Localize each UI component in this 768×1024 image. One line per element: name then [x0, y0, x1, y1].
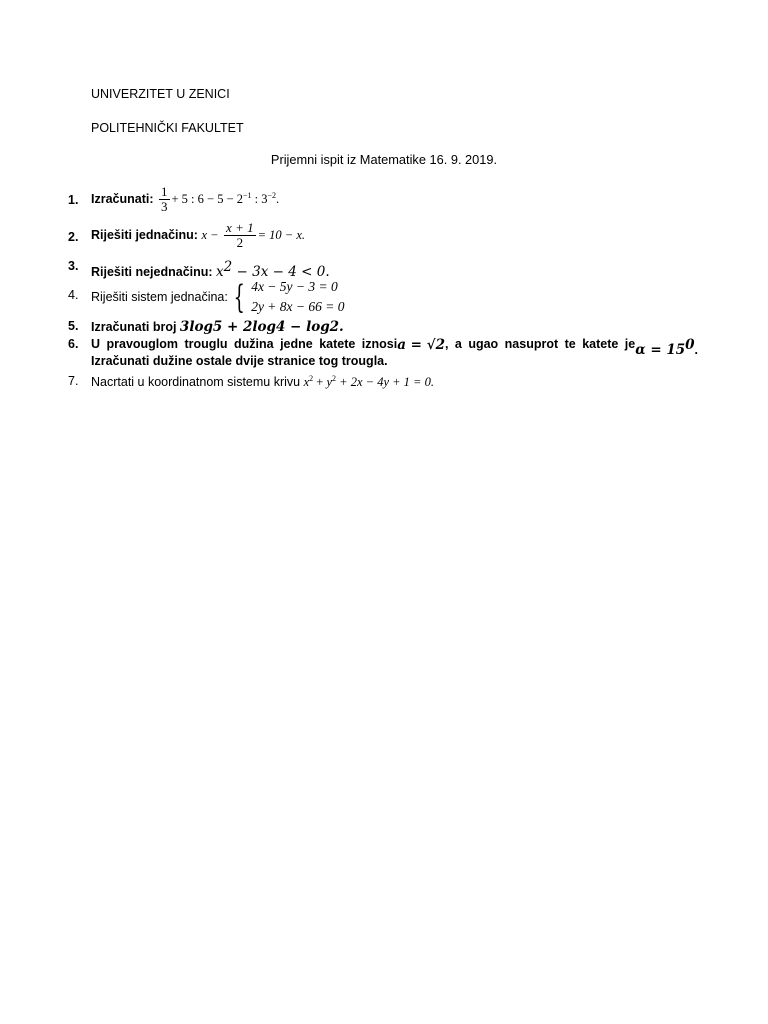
fraction-numerator: 1: [161, 184, 168, 199]
fraction: [224, 221, 256, 251]
equation-system: [251, 277, 344, 318]
expression-rest: + 2x − 4y + 1 = 0.: [336, 375, 434, 390]
exponent: 0: [685, 337, 695, 353]
task-number: 3.: [68, 259, 79, 273]
expression-rest: − 3x − 4 < 0.: [232, 264, 330, 281]
task-number: 1.: [68, 193, 79, 207]
task-text: [91, 374, 434, 390]
expression-mid: : 3: [251, 192, 268, 207]
line-end: .: [694, 343, 699, 358]
expression-before: x −: [201, 228, 219, 243]
task-text-line-2: Izračunati dužine ostale dvije stranice tog trougla.: [91, 354, 388, 368]
expression-a: a = √2: [397, 337, 445, 353]
exam-title: Prijemni ispit iz Matematike 16. 9. 2019.: [270, 152, 498, 167]
expression: + 5 : 6 − 5 − 2: [171, 192, 243, 207]
expression: 3log5 + 2log4 − log2.: [179, 319, 344, 335]
equation-1: 4x − 5y − 3 = 0: [251, 279, 338, 294]
plus: +: [313, 375, 327, 390]
task-label: Nacrtati u koordinatnom sistemu krivu: [91, 375, 301, 390]
faculty-name: POLITEHNIČKI FAKULTET: [91, 121, 244, 135]
exponent: −2: [267, 190, 277, 200]
task-number: 6.: [68, 337, 79, 351]
task-number: 4.: [68, 288, 79, 302]
fraction-numerator: x + 1: [226, 220, 254, 235]
task-label: Riješiti nejednačinu:: [91, 265, 213, 280]
task-text: [91, 277, 345, 318]
var-y: y: [326, 375, 333, 390]
task-text: [91, 319, 344, 335]
task-number: 2.: [68, 230, 79, 244]
task-label: Riješiti sistem jednačina:: [91, 290, 228, 305]
task-text-part: , a ugao nasuprot te katete je: [444, 337, 636, 351]
equation-2: 2y + 8x − 66 = 0: [251, 299, 345, 315]
fraction-denominator: 3: [161, 199, 168, 215]
task-text: [91, 221, 305, 251]
var-x: x: [303, 375, 310, 390]
expression-base: x: [216, 264, 224, 281]
fraction-denominator: 2: [236, 235, 244, 251]
task-number: 5.: [68, 319, 79, 333]
university-name: UNIVERZITET U ZENICI: [91, 87, 230, 101]
task-label: Riješiti jednačinu:: [91, 228, 198, 243]
fraction: [159, 185, 170, 215]
task-label: Izračunati:: [91, 192, 154, 207]
exponent: 2: [309, 374, 314, 383]
task-text: [91, 185, 279, 215]
expression-alpha-wrap: [635, 337, 698, 358]
brace-icon: {: [233, 278, 246, 317]
exponent: 2: [223, 259, 233, 275]
exponent: 2: [332, 374, 337, 383]
expression-alpha: α = 15: [635, 342, 686, 359]
task-label: Izračunati broj: [91, 320, 177, 334]
expression-end: .: [276, 192, 280, 207]
task-number: 7.: [68, 374, 79, 388]
task-text-part: U pravouglom trouglu dužina jedne katete iznosi: [91, 337, 398, 351]
expression-after: = 10 − x.: [257, 228, 306, 243]
exponent: −1: [243, 190, 252, 200]
